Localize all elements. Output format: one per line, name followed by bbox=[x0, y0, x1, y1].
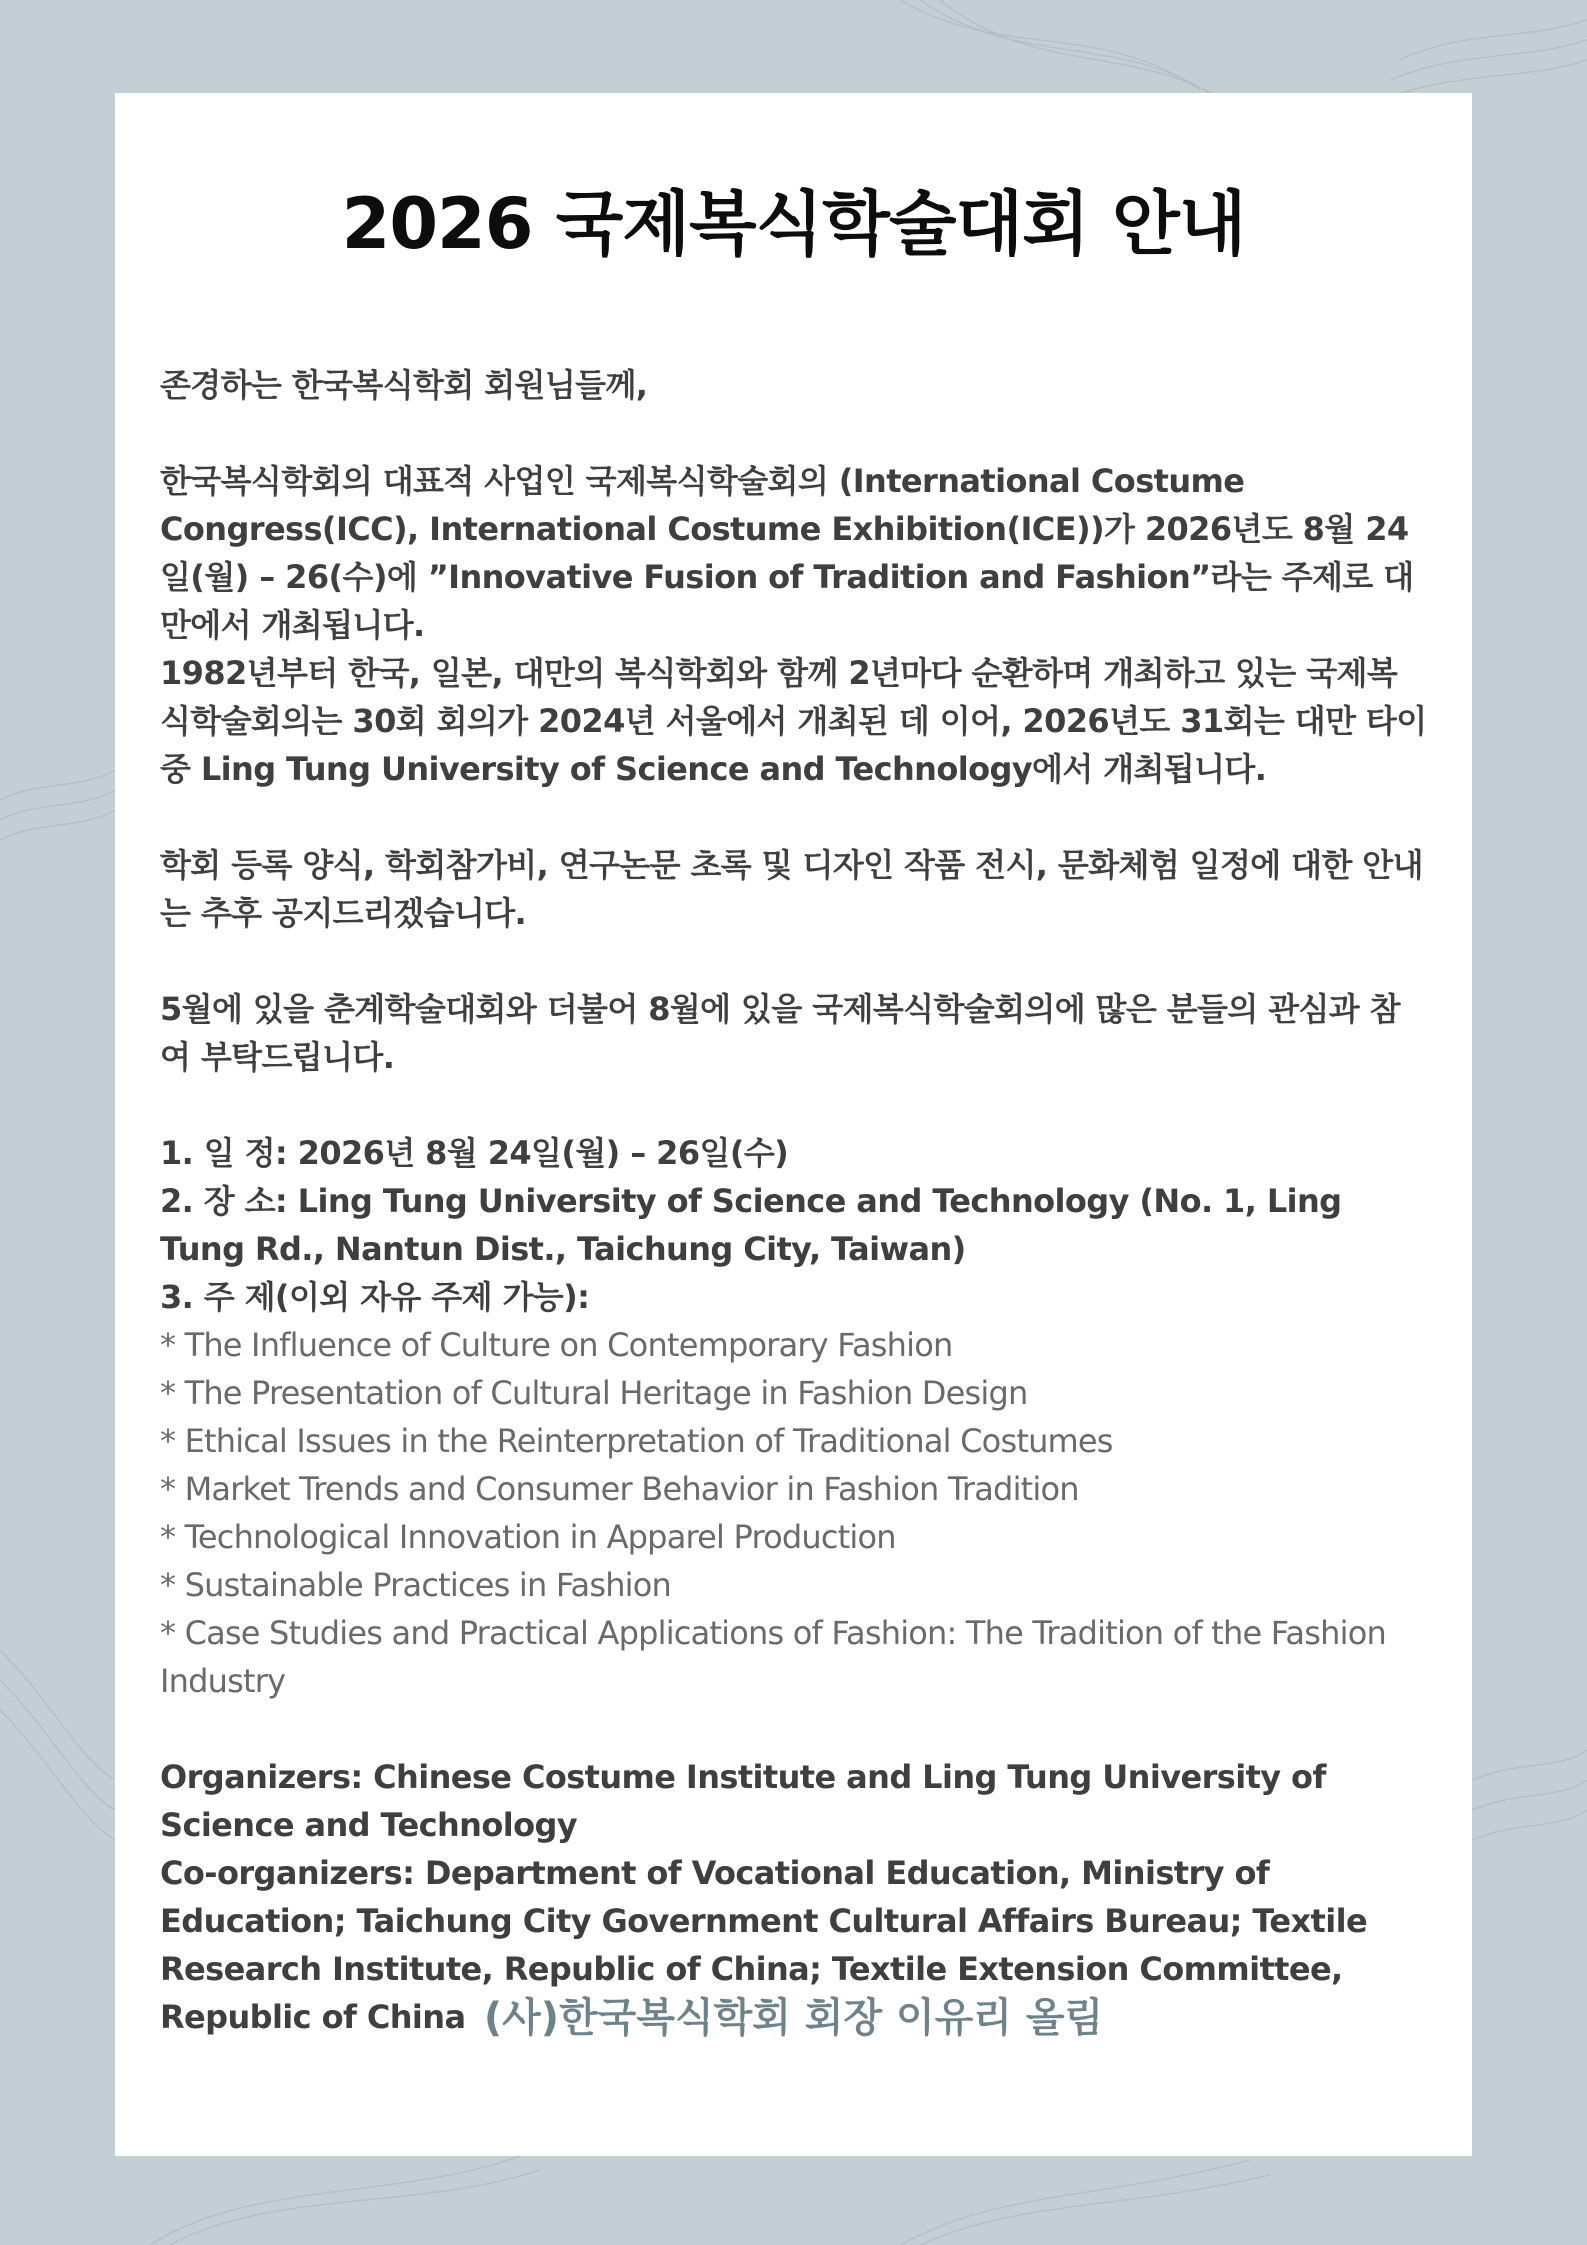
intro-paragraph: 한국복식학회의 대표적 사업인 국제복식학술회의 (International Costume Congress(ICC), International Costume Exhibition(ICE))가 2026년도 8월 24일(월) – 26(수)에 ”Innovative Fusion of Tradition and Fashion”라는 주제로 대만에서 개최됩니다. bbox=[160, 462, 1414, 644]
list-item: * Technological Innovation in Apparel Production bbox=[160, 1518, 896, 1556]
letter-body bbox=[160, 361, 1427, 2041]
theme-heading: 3. 주 제(이외 자유 주제 가능): bbox=[160, 1278, 590, 1316]
notice-paragraph: 학회 등록 양식, 학회참가비, 연구논문 초록 및 디자인 작품 전시, 문화체험 일정에 대한 안내는 추후 공지드리겠습니다. bbox=[160, 846, 1423, 932]
history-paragraph: 1982년부터 한국, 일본, 대만의 복식학회와 함께 2년마다 순환하며 개최하고 있는 국제복식학술회의는 30회 회의가 2024년 서울에서 개최된 데 이어, 2026년도 31회는 대만 타이중 Ling Tung University of Science and Technology에서 개최됩니다. bbox=[160, 654, 1427, 788]
list-item: * Ethical Issues in the Reinterpretation of Traditional Costumes bbox=[160, 1422, 1113, 1460]
schedule-line: 1. 일 정: 2026년 8월 24일(월) – 26일(수) bbox=[160, 1134, 789, 1172]
list-item: * Sustainable Practices in Fashion bbox=[160, 1566, 672, 1604]
organizers-line: Organizers: Chinese Costume Institute and Ling Tung University of Science and Technology bbox=[160, 1758, 1326, 1844]
co-organizers-line: Co-organizers: Department of Vocational Education, Ministry of Education; Taichung City Government Cultural Affairs Bureau; Textile Research Institute, Republic of China; Textile Extension Committee, Republic of China bbox=[160, 1854, 1368, 2036]
list-item: * The Influence of Culture on Contemporary Fashion bbox=[160, 1326, 953, 1364]
greeting: 존경하는 한국복식학회 회원님들께, bbox=[160, 366, 648, 404]
page-title: 2026 국제복식학술대회 안내 bbox=[341, 183, 1246, 265]
list-item: * The Presentation of Cultural Heritage in Fashion Design bbox=[160, 1374, 1028, 1412]
venue-line: 2. 장 소: Ling Tung University of Science and Technology (No. 1, Ling Tung Rd., Nantun Dist., Taichung City, Taiwan) bbox=[160, 1182, 1342, 1268]
list-item: * Market Trends and Consumer Behavior in Fashion Tradition bbox=[160, 1470, 1079, 1508]
topic-list bbox=[160, 1321, 1427, 1705]
request-paragraph: 5월에 있을 춘계학술대회와 더불어 8월에 있을 국제복식학술회의에 많은 분들의 관심과 참여 부탁드립니다. bbox=[160, 990, 1400, 1076]
list-item: * Case Studies and Practical Applications of Fashion: The Tradition of the Fashion Industry bbox=[160, 1614, 1386, 1700]
signature: (사)한국복식학회 회장 이유리 올림 bbox=[483, 1995, 1104, 2041]
announcement-sheet bbox=[115, 93, 1472, 2156]
